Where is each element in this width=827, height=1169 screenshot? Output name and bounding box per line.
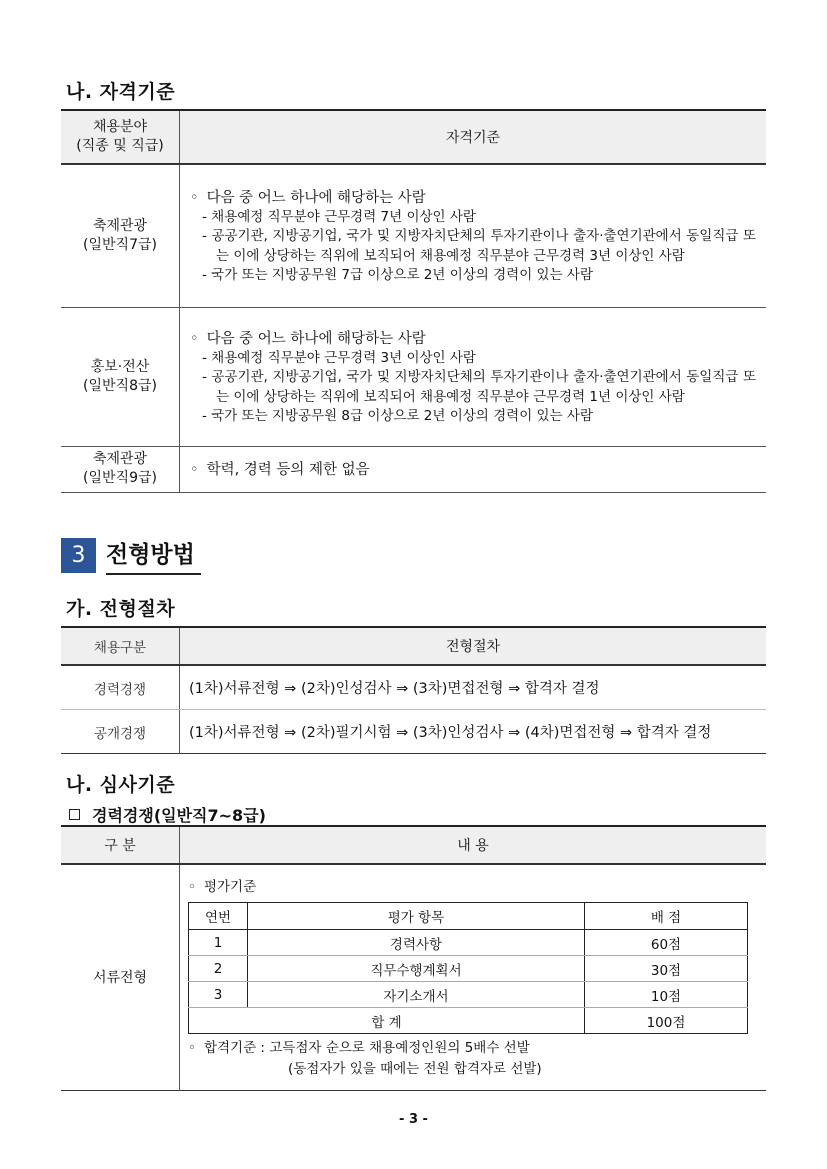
criteria-cell [180,164,767,307]
no-cell: 1 [189,930,248,956]
criteria-head: ◦ 다음 중 어느 하나에 해당하는 사람 [190,330,426,347]
table-row [61,307,766,446]
circle-bullet-icon: ◦ [190,462,199,478]
field-grade: (일반직7급) [83,236,157,253]
table-header-row [61,627,766,665]
total-label: 합 계 [189,1008,585,1034]
field-cell [61,307,180,446]
content-header: 내 용 [180,826,767,864]
field-name: 축제관광 [92,217,148,234]
criteria-item: - 채용예정 직무분야 근무경력 7년 이상인 사람 [202,208,476,225]
field-header-line1: 채용분야 [92,119,148,135]
circle-bullet-icon: ◦ [188,1040,196,1057]
circle-bullet-icon: ◦ [190,189,199,206]
field-cell [61,446,180,492]
score-cell: 30점 [585,956,748,982]
qualification-table [61,109,766,493]
field-grade: (일반직8급) [83,377,157,394]
review-heading: 나. 심사기준 [66,774,176,796]
criteria-head: ◦ 다음 중 어느 하나에 해당하는 사람 [190,189,426,206]
section-number-badge: 3 [61,538,96,573]
type-header: 채용구분 [61,627,180,665]
criteria-cell [180,446,767,492]
item-cell: 경력사항 [248,930,585,956]
score-cell: 60점 [585,930,748,956]
field-header-line2: (직종 및 직급) [76,138,164,154]
field-grade: (일반직9급) [83,470,157,486]
score-header-row [189,903,748,930]
score-row [189,930,748,956]
criteria-cell [180,307,767,446]
steps-cell: (1차)서류전형 ⇒ (2차)인성검사 ⇒ (3차)면접전형 ⇒ 합격자 결정 [180,665,767,710]
career-subheading: 경력경쟁(일반직7~8급) [69,803,266,826]
type-cell: 경력경쟁 [61,665,180,710]
criteria-item: - 채용예정 직무분야 근무경력 3년 이상인 사람 [202,349,476,366]
criteria-item: - 국가 또는 지방공무원 7급 이상으로 2년 이상의 경력이 있는 사람 [202,267,593,284]
circle-bullet-icon: ◦ [188,879,196,896]
procedure-table [61,626,766,754]
field-name: 홍보·전산 [90,358,150,375]
no-header: 연번 [189,903,248,930]
score-row [189,982,748,1008]
table-row [61,864,766,1090]
table-header-row [61,110,766,164]
review-table [61,825,766,1091]
total-row [189,1008,748,1034]
field-cell [61,164,180,307]
score-cell: 10점 [585,982,748,1008]
criteria-header: 자격기준 [180,110,767,164]
item-cell: 직무수행계획서 [248,956,585,982]
total-score: 100점 [585,1008,748,1034]
score-row [189,956,748,982]
section-title: 전형방법 [106,538,201,575]
pass-criteria-note: (동점자가 있을 때에는 전원 합격자로 선발) [288,1061,542,1078]
table-row [61,446,766,492]
category-cell: 서류전형 [61,864,180,1090]
score-table [188,902,748,1034]
criteria-item: - 국가 또는 지방공무원 8급 이상으로 2년 이상의 경력이 있는 사람 [202,408,593,424]
table-header-row [61,826,766,864]
table-row [61,710,766,754]
checkbox-square-icon [69,809,80,820]
field-name: 축제관광 [92,451,148,467]
criteria-item: - 공공기관, 지방공기업, 국가 및 지방자치단체의 투자기관이나 출자·출연기관에서 동일직급 또는 이에 상당하는 직위에 보직되어 채용예정 직무분야 근무경력 3년 이상인 사람 [202,228,756,264]
criteria-head: ◦ 학력, 경력 등의 제한 없음 [190,462,370,478]
page-number: - 3 - [399,1112,428,1127]
procedure-heading: 가. 전형절차 [66,598,176,620]
eval-label: ◦ 평가기준 [188,877,758,898]
content-cell [180,864,767,1090]
criteria-item: - 공공기관, 지방공기업, 국가 및 지방자치단체의 투자기관이나 출자·출연기관에서 동일직급 또는 이에 상당하는 직위에 보직되어 채용예정 직무분야 근무경력 1년 이상인 사람 [202,369,756,405]
table-row [61,164,766,307]
type-cell: 공개경쟁 [61,710,180,754]
table-row [61,665,766,710]
item-cell: 자기소개서 [248,982,585,1008]
qualification-heading: 나. 자격기준 [66,81,176,103]
circle-bullet-icon: ◦ [190,330,199,347]
category-header: 구 분 [61,826,180,864]
pass-criteria: ◦ 합격기준 : 고득점자 순으로 채용예정인원의 5배수 선발 [188,1038,758,1059]
field-header [61,110,180,164]
item-header: 평가 항목 [248,903,585,930]
score-header: 배 점 [585,903,748,930]
steps-cell: (1차)서류전형 ⇒ (2차)필기시험 ⇒ (3차)인성검사 ⇒ (4차)면접전형 ⇒ 합격자 결정 [189,725,712,741]
no-cell: 2 [189,956,248,982]
steps-header: 전형절차 [180,627,767,665]
no-cell: 3 [189,982,248,1008]
